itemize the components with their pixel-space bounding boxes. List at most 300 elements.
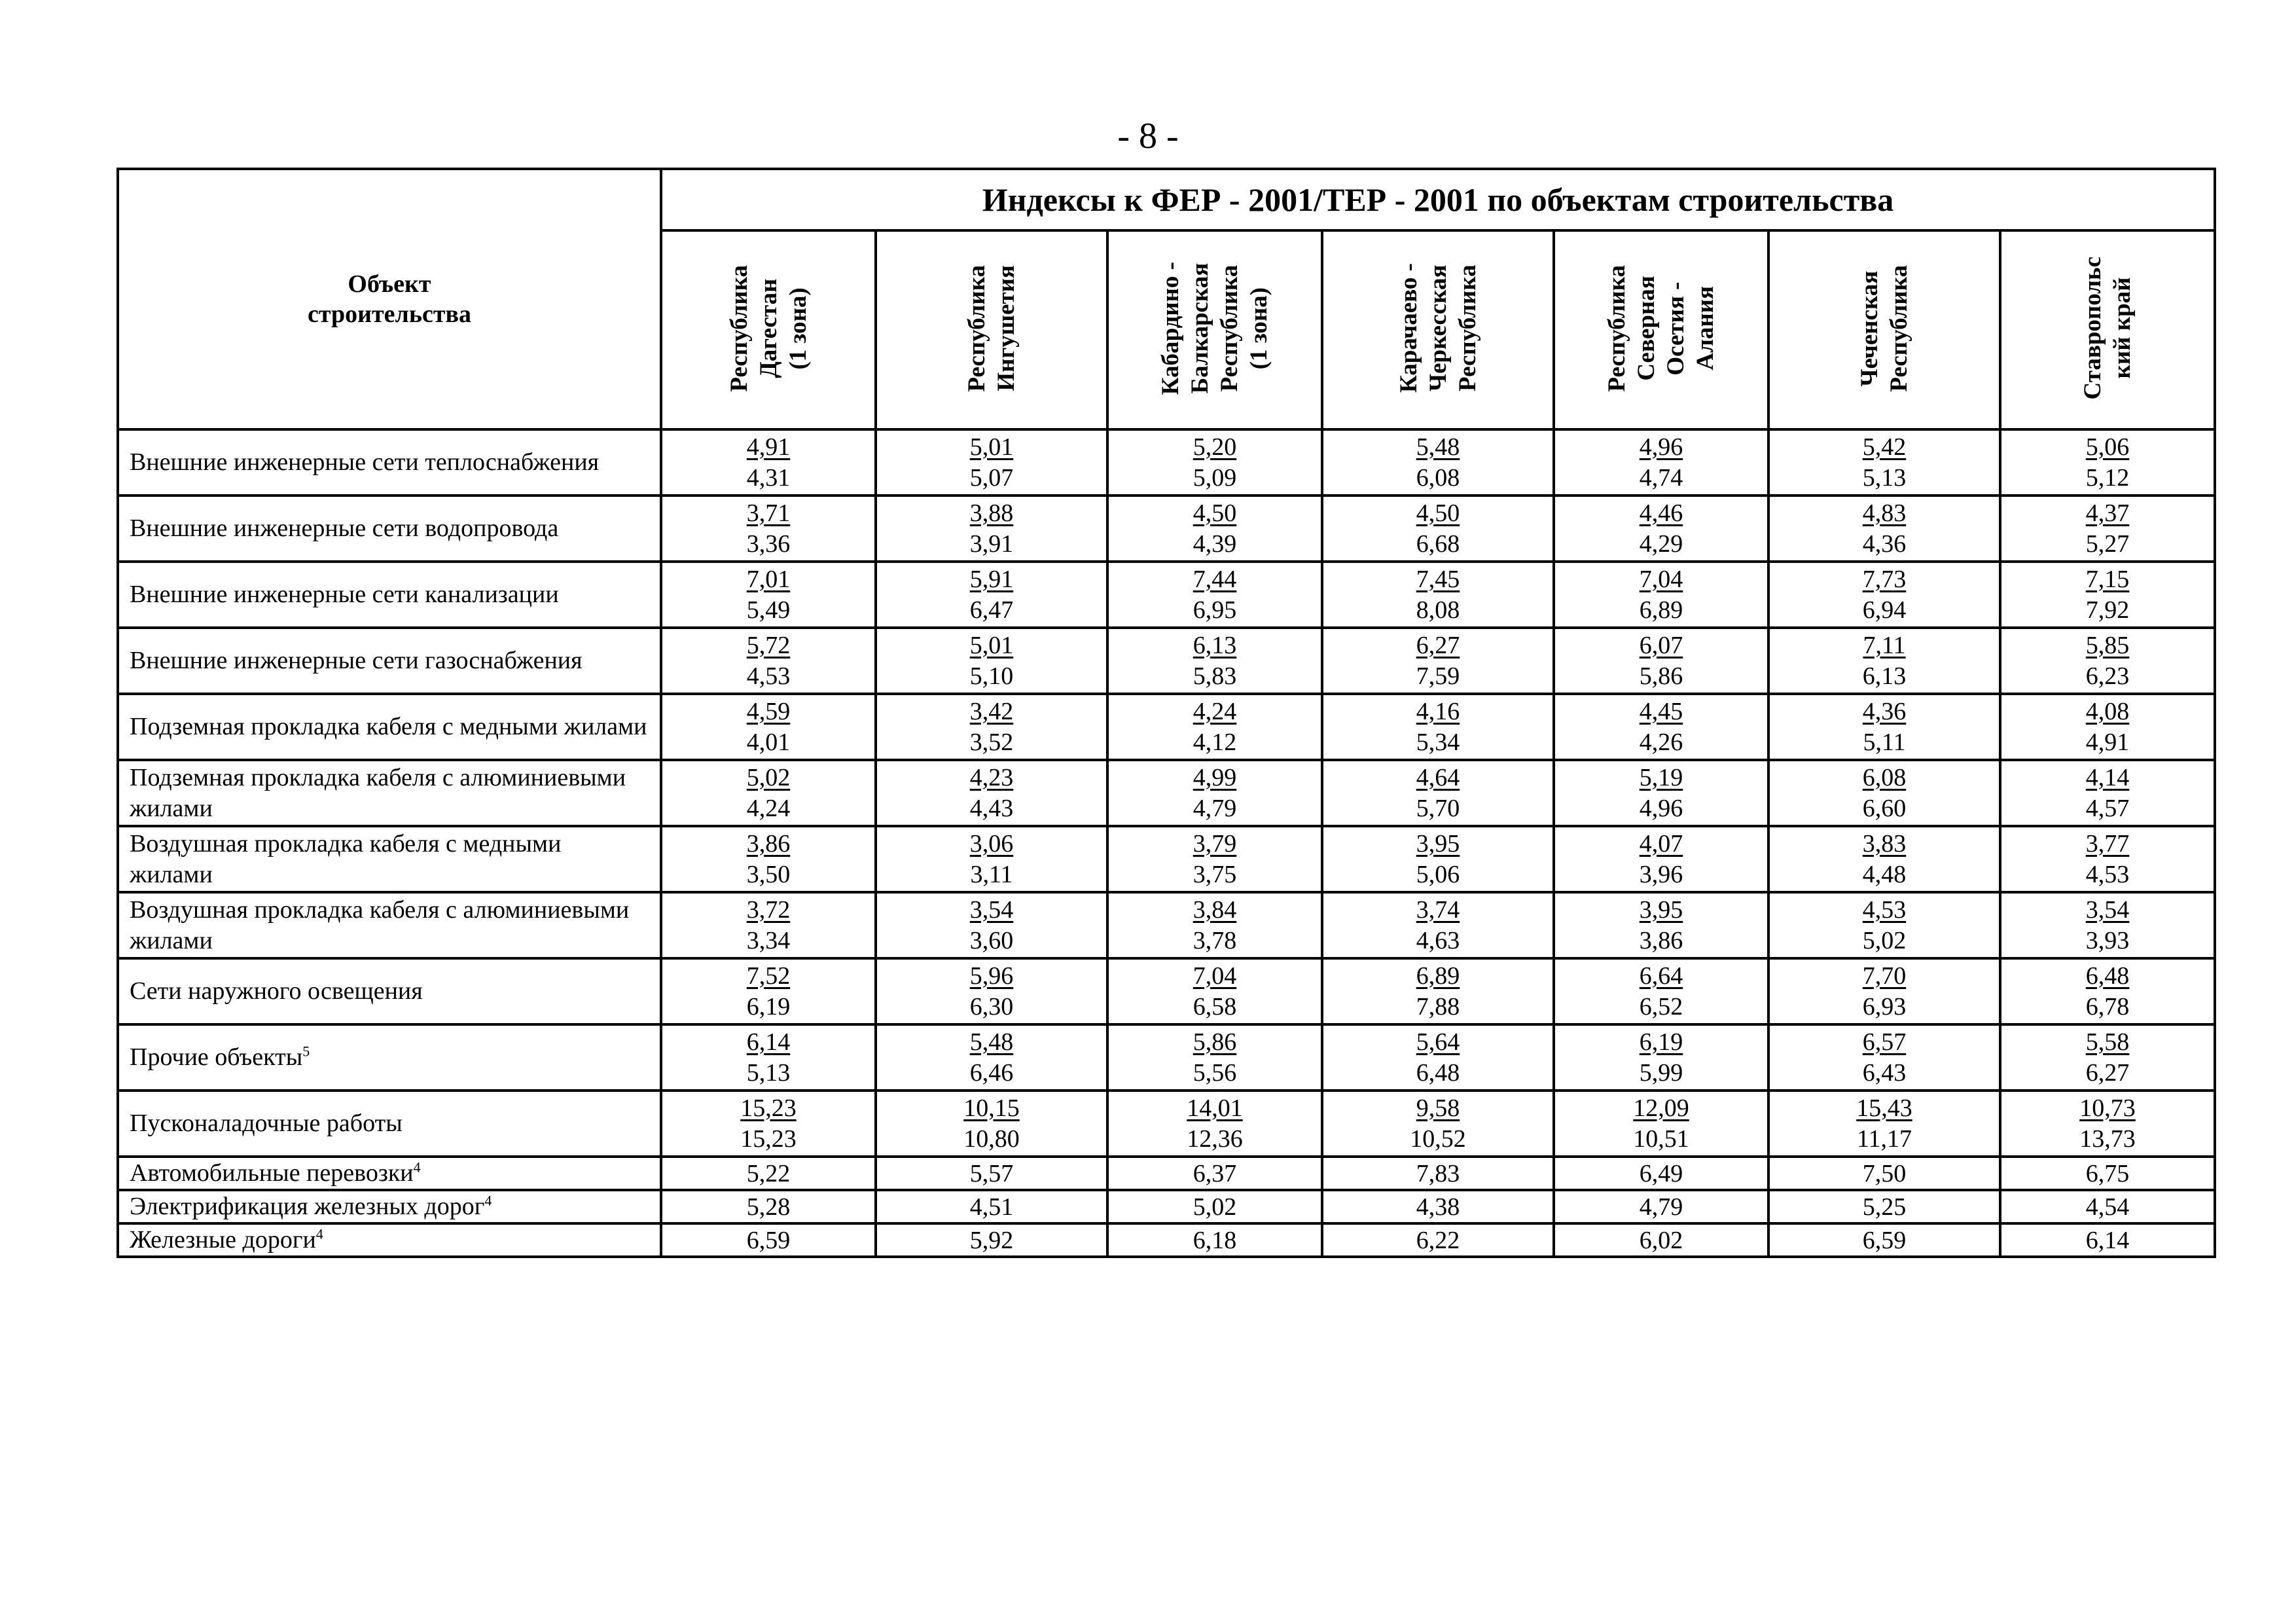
index-value-bottom: 3,93: [2085, 926, 2130, 954]
index-cell: [1322, 628, 1554, 694]
index-value-bottom: 6,47: [969, 596, 1014, 624]
index-value-bottom: 4,36: [1862, 530, 1907, 558]
index-value-top: 6,19: [1639, 1028, 1683, 1056]
index-value: 5,02: [1193, 1193, 1237, 1221]
index-cell: [1768, 1190, 2000, 1223]
index-cell: [876, 1091, 1107, 1157]
index-value-bottom: 4,63: [1416, 926, 1460, 954]
index-value-top: 5,01: [969, 433, 1014, 461]
region-label: Чеченская Республика: [1856, 264, 1912, 392]
index-value: 6,02: [1639, 1226, 1683, 1254]
index-value-top: 5,64: [1416, 1028, 1460, 1056]
index-cell: [1322, 958, 1554, 1024]
object-column-header: [118, 169, 661, 429]
index-value: 5,25: [1862, 1193, 1907, 1221]
index-cell: [1554, 1024, 1768, 1091]
index-cell: [1768, 429, 2000, 496]
index-cell: [1322, 496, 1554, 562]
index-cell: [2000, 562, 2215, 628]
index-value-bottom: 6,89: [1639, 596, 1683, 624]
index-cell: [1322, 1091, 1554, 1157]
index-cell: [2000, 1024, 2215, 1091]
index-value-top: 5,72: [746, 631, 791, 659]
index-value-bottom: 4,24: [746, 794, 791, 822]
table-row: [118, 496, 2215, 562]
index-cell: [1322, 892, 1554, 958]
table-title: Индексы к ФЕР - 2001/ТЕР - 2001 по объектам строительства: [661, 169, 2215, 230]
index-value-top: 4,24: [1193, 697, 1237, 725]
footnote-marker: 5: [302, 1043, 310, 1060]
index-cell: [661, 1190, 876, 1223]
index-cell: [2000, 1091, 2215, 1157]
index-cell: [1107, 958, 1322, 1024]
index-value-bottom: 4,57: [2085, 794, 2130, 822]
index-cell: [661, 826, 876, 892]
index-value-bottom: 4,01: [746, 728, 791, 756]
index-value: 6,49: [1639, 1159, 1683, 1187]
table-row: [118, 1157, 2215, 1190]
index-value-bottom: 5,11: [1863, 728, 1906, 756]
index-value-top: 7,45: [1416, 565, 1460, 593]
index-value-top: 3,95: [1416, 829, 1460, 857]
region-header-4: [1322, 230, 1554, 429]
index-value-bottom: 4,74: [1639, 463, 1683, 492]
region-label: Карачаево - Черкесская Республика: [1395, 263, 1481, 393]
index-value-top: 4,23: [969, 763, 1014, 791]
index-cell: [661, 958, 876, 1024]
object-name: Внешние инженерные сети водопровода: [130, 514, 559, 542]
index-value-bottom: 4,53: [2085, 860, 2130, 888]
index-value-top: 4,53: [1862, 895, 1907, 924]
index-value-top: 3,71: [746, 499, 791, 527]
index-value: 5,28: [746, 1193, 791, 1221]
object-name-cell: [118, 1190, 661, 1223]
region-label: Ставропольс кий край: [2079, 257, 2136, 400]
index-cell: [2000, 1157, 2215, 1190]
index-cell: [1554, 892, 1768, 958]
index-cell: [2000, 694, 2215, 760]
object-name: Внешние инженерные сети газоснабжения: [130, 647, 583, 674]
index-value-top: 4,91: [746, 433, 791, 461]
index-value-top: 15,43: [1856, 1094, 1912, 1122]
index-value-top: 4,14: [2085, 763, 2130, 791]
index-value-top: 3,95: [1639, 895, 1683, 924]
index-cell: [1554, 562, 1768, 628]
table-row: [118, 958, 2215, 1024]
index-value-top: 7,04: [1639, 565, 1683, 593]
index-value-bottom: 3,86: [1639, 926, 1683, 954]
index-value-bottom: 6,23: [2085, 662, 2130, 690]
index-value-bottom: 6,43: [1862, 1058, 1907, 1087]
index-value-top: 4,36: [1862, 697, 1907, 725]
page-number: - 8 -: [1117, 116, 1179, 156]
index-value-bottom: 5,06: [1416, 860, 1460, 888]
index-value-bottom: 5,99: [1639, 1058, 1683, 1087]
index-value-top: 5,48: [969, 1028, 1014, 1056]
index-value-top: 3,86: [746, 829, 791, 857]
index-value-bottom: 5,49: [746, 596, 791, 624]
object-name: Воздушная прокладка кабеля с медными жилами: [130, 829, 562, 888]
object-name: Пусконаладочные работы: [130, 1110, 403, 1137]
index-value: 6,75: [2085, 1159, 2130, 1187]
index-cell: [1554, 694, 1768, 760]
region-header-5: [1554, 230, 1768, 429]
index-value-bottom: 6,52: [1639, 992, 1683, 1020]
index-value-top: 5,91: [969, 565, 1014, 593]
index-value-top: 6,27: [1416, 631, 1460, 659]
index-value-top: 4,08: [2085, 697, 2130, 725]
index-cell: [1322, 1157, 1554, 1190]
object-name: Внешние инженерные сети теплоснабжения: [130, 448, 600, 476]
index-value-bottom: 5,12: [2085, 463, 2130, 492]
index-value-bottom: 6,30: [969, 992, 1014, 1020]
index-cell: [1322, 760, 1554, 826]
index-value-top: 15,23: [740, 1094, 797, 1122]
index-cell: [876, 694, 1107, 760]
index-cell: [876, 958, 1107, 1024]
index-cell: [876, 892, 1107, 958]
index-value-top: 12,09: [1633, 1094, 1689, 1122]
object-name-cell: [118, 1024, 661, 1091]
footnote-marker: 4: [315, 1225, 323, 1242]
header-title-row: [118, 169, 2215, 230]
index-cell: [661, 1223, 876, 1257]
index-value-top: 7,44: [1193, 565, 1237, 593]
footnote-marker: 4: [413, 1159, 421, 1176]
index-cell: [1554, 1157, 1768, 1190]
index-cell: [1768, 1223, 2000, 1257]
index-value-bottom: 4,26: [1639, 728, 1683, 756]
index-value-top: 4,50: [1193, 499, 1237, 527]
index-value-top: 7,04: [1193, 962, 1237, 990]
index-value-bottom: 3,50: [746, 860, 791, 888]
index-value-top: 3,54: [969, 895, 1014, 924]
index-value-bottom: 8,08: [1416, 596, 1460, 624]
index-cell: [876, 628, 1107, 694]
index-value-bottom: 6,46: [969, 1058, 1014, 1087]
object-name: Подземная прокладка кабеля с медными жилами: [130, 713, 647, 740]
object-name-cell: [118, 1091, 661, 1157]
index-value-top: 4,07: [1639, 829, 1683, 857]
index-value: 6,37: [1193, 1159, 1237, 1187]
index-cell: [2000, 1223, 2215, 1257]
index-value-bottom: 3,34: [746, 926, 791, 954]
index-value-top: 6,48: [2085, 962, 2130, 990]
index-value-top: 5,48: [1416, 433, 1460, 461]
index-value: 4,51: [969, 1193, 1014, 1221]
table-row: [118, 562, 2215, 628]
index-value-top: 4,99: [1193, 763, 1237, 791]
index-cell: [1107, 562, 1322, 628]
object-name: Воздушная прокладка кабеля с алюминиевыми жилами: [130, 895, 630, 954]
index-cell: [2000, 892, 2215, 958]
index-cell: [1107, 1190, 1322, 1223]
table-row: [118, 1190, 2215, 1223]
index-cell: [2000, 760, 2215, 826]
index-value-top: 4,83: [1862, 499, 1907, 527]
index-cell: [2000, 496, 2215, 562]
index-value: 5,57: [969, 1159, 1014, 1187]
index-value-top: 4,46: [1639, 499, 1683, 527]
region-header-7: [2000, 230, 2215, 429]
index-value-bottom: 3,36: [746, 530, 791, 558]
index-value: 6,59: [746, 1226, 791, 1254]
table-row: [118, 1091, 2215, 1157]
object-name: Железные дороги: [130, 1226, 316, 1254]
index-cell: [1554, 496, 1768, 562]
index-cell: [876, 760, 1107, 826]
index-value-bottom: 5,10: [969, 662, 1014, 690]
index-cell: [1322, 562, 1554, 628]
index-value-top: 6,07: [1639, 631, 1683, 659]
index-value-bottom: 3,11: [970, 860, 1013, 888]
index-cell: [1322, 1223, 1554, 1257]
index-value-bottom: 10,51: [1633, 1125, 1689, 1153]
object-name: Внешние инженерные сети канализации: [130, 581, 559, 608]
index-value-bottom: 4,53: [746, 662, 791, 690]
index-value: 6,59: [1862, 1226, 1907, 1254]
index-value-top: 14,01: [1187, 1094, 1243, 1122]
object-name-cell: [118, 760, 661, 826]
index-value-bottom: 7,92: [2085, 596, 2130, 624]
index-value-top: 5,85: [2085, 631, 2130, 659]
index-value-bottom: 12,36: [1187, 1125, 1243, 1153]
index-cell: [1554, 1091, 1768, 1157]
object-name: Прочие объекты: [130, 1043, 303, 1071]
index-cell: [1554, 429, 1768, 496]
index-value-top: 7,52: [746, 962, 791, 990]
index-cell: [2000, 958, 2215, 1024]
region-header-2: [876, 230, 1107, 429]
index-cell: [1107, 892, 1322, 958]
index-value-bottom: 10,52: [1410, 1125, 1466, 1153]
index-cell: [661, 562, 876, 628]
index-value-top: 7,73: [1862, 565, 1907, 593]
index-value-top: 3,77: [2085, 829, 2130, 857]
object-name-cell: [118, 826, 661, 892]
object-name: Электрификация железных дорог: [130, 1193, 485, 1220]
index-value-bottom: 7,88: [1416, 992, 1460, 1020]
index-value-bottom: 5,27: [2085, 530, 2130, 558]
object-name-cell: [118, 1157, 661, 1190]
index-value-top: 3,06: [969, 829, 1014, 857]
index-cell: [1107, 496, 1322, 562]
index-value-top: 3,88: [969, 499, 1014, 527]
object-name-cell: [118, 562, 661, 628]
index-cell: [1768, 496, 2000, 562]
index-value-bottom: 3,78: [1193, 926, 1237, 954]
index-value-top: 5,20: [1193, 433, 1237, 461]
index-value-bottom: 7,59: [1416, 662, 1460, 690]
index-value-bottom: 4,91: [2085, 728, 2130, 756]
index-value-bottom: 6,93: [1862, 992, 1907, 1020]
index-value-bottom: 10,80: [963, 1125, 1020, 1153]
index-value: 6,22: [1416, 1226, 1460, 1254]
index-value-top: 3,84: [1193, 895, 1237, 924]
object-name-cell: [118, 496, 661, 562]
index-cell: [2000, 429, 2215, 496]
index-value-top: 3,74: [1416, 895, 1460, 924]
index-value-bottom: 6,08: [1416, 463, 1460, 492]
index-cell: [1768, 958, 2000, 1024]
region-label: Кабардино - Балкарская Республика (1 зона): [1157, 261, 1272, 395]
index-cell: [1768, 1024, 2000, 1091]
index-value-top: 6,89: [1416, 962, 1460, 990]
index-value-top: 7,11: [1863, 631, 1906, 659]
index-value-top: 4,50: [1416, 499, 1460, 527]
index-value-top: 5,19: [1639, 763, 1683, 791]
table-row: [118, 1223, 2215, 1257]
index-value-top: 6,14: [746, 1028, 791, 1056]
index-value-bottom: 13,73: [2079, 1125, 2136, 1153]
index-value-bottom: 4,96: [1639, 794, 1683, 822]
object-name-cell: [118, 694, 661, 760]
index-value: 6,18: [1193, 1226, 1237, 1254]
index-value-top: 6,57: [1862, 1028, 1907, 1056]
index-cell: [1768, 694, 2000, 760]
index-value-bottom: 5,13: [746, 1058, 791, 1087]
index-value-top: 3,54: [2085, 895, 2130, 924]
index-value-bottom: 3,96: [1639, 860, 1683, 888]
index-cell: [1768, 1157, 2000, 1190]
index-cell: [661, 892, 876, 958]
index-value-bottom: 11,17: [1856, 1125, 1912, 1153]
index-value-bottom: 5,56: [1193, 1058, 1237, 1087]
index-value-top: 3,42: [969, 697, 1014, 725]
table-row: [118, 429, 2215, 496]
index-value-top: 5,06: [2085, 433, 2130, 461]
index-value-top: 4,64: [1416, 763, 1460, 791]
index-value-top: 4,96: [1639, 433, 1683, 461]
index-cell: [876, 1157, 1107, 1190]
index-cell: [1107, 1157, 1322, 1190]
index-value-top: 5,42: [1862, 433, 1907, 461]
index-cell: [876, 562, 1107, 628]
index-cell: [1768, 826, 2000, 892]
index-value-bottom: 3,60: [969, 926, 1014, 954]
region-label: Республика Ингушетия: [963, 264, 1020, 392]
index-cell: [1768, 562, 2000, 628]
index-cell: [1768, 628, 2000, 694]
index-cell: [2000, 628, 2215, 694]
index-value-bottom: 4,79: [1193, 794, 1237, 822]
index-value-bottom: 5,13: [1862, 463, 1907, 492]
region-label: Республика Дагестан (1 зона): [725, 264, 812, 392]
index-cell: [1322, 429, 1554, 496]
index-value-bottom: 3,75: [1193, 860, 1237, 888]
index-cell: [2000, 1190, 2215, 1223]
index-cell: [1107, 429, 1322, 496]
index-value-bottom: 6,27: [2085, 1058, 2130, 1087]
object-name: Автомобильные перевозки: [130, 1159, 414, 1187]
index-value: 5,22: [746, 1159, 791, 1187]
index-cell: [1322, 1024, 1554, 1091]
index-cell: [1322, 1190, 1554, 1223]
index-value-top: 3,72: [746, 895, 791, 924]
table-row: [118, 760, 2215, 826]
table-row: [118, 694, 2215, 760]
object-name-cell: [118, 429, 661, 496]
index-value-top: 3,79: [1193, 829, 1237, 857]
index-value-bottom: 5,86: [1639, 662, 1683, 690]
region-label: Республика Северная Осетия - Алания: [1604, 264, 1719, 392]
index-value-top: 4,59: [746, 697, 791, 725]
index-value-bottom: 6,68: [1416, 530, 1460, 558]
index-value-bottom: 3,52: [969, 728, 1014, 756]
object-name-cell: [118, 1223, 661, 1257]
index-cell: [1768, 1091, 2000, 1157]
index-value: 4,38: [1416, 1193, 1460, 1221]
index-value-top: 4,37: [2085, 499, 2130, 527]
index-cell: [1768, 760, 2000, 826]
index-value-top: 5,58: [2085, 1028, 2130, 1056]
index-value-top: 9,58: [1416, 1094, 1460, 1122]
index-cell: [1554, 1223, 1768, 1257]
region-header-3: [1107, 230, 1322, 429]
index-value-top: 5,96: [969, 962, 1014, 990]
table-row: [118, 628, 2215, 694]
index-value-bottom: 6,48: [1416, 1058, 1460, 1087]
index-cell: [1554, 958, 1768, 1024]
index-value-bottom: 4,39: [1193, 530, 1237, 558]
index-cell: [661, 1091, 876, 1157]
index-cell: [1554, 826, 1768, 892]
object-name: Сети наружного освещения: [130, 977, 423, 1005]
index-value-bottom: 6,95: [1193, 596, 1237, 624]
index-cell: [1554, 1190, 1768, 1223]
index-value: 6,14: [2085, 1226, 2130, 1254]
index-value-bottom: 6,58: [1193, 992, 1237, 1020]
index-value-top: 7,15: [2085, 565, 2130, 593]
index-value-bottom: 4,29: [1639, 530, 1683, 558]
index-value-top: 6,08: [1862, 763, 1907, 791]
index-cell: [661, 1024, 876, 1091]
index-cell: [661, 628, 876, 694]
table-row: [118, 826, 2215, 892]
table-row: [118, 892, 2215, 958]
index-value-bottom: 5,83: [1193, 662, 1237, 690]
index-cell: [876, 496, 1107, 562]
index-value-bottom: 4,43: [969, 794, 1014, 822]
footnote-marker: 4: [484, 1192, 492, 1209]
index-cell: [1554, 760, 1768, 826]
index-cell: [661, 496, 876, 562]
index-value-bottom: 5,07: [969, 463, 1014, 492]
index-cell: [1107, 1091, 1322, 1157]
index-value-bottom: 3,91: [969, 530, 1014, 558]
index-value-bottom: 4,48: [1862, 860, 1907, 888]
index-value-top: 3,83: [1862, 829, 1907, 857]
index-value-top: 7,01: [746, 565, 791, 593]
index-value: 5,92: [969, 1226, 1014, 1254]
index-cell: [876, 1190, 1107, 1223]
index-cell: [876, 429, 1107, 496]
index-table: [117, 168, 2216, 1258]
index-value: 4,54: [2085, 1193, 2130, 1221]
index-value-top: 4,45: [1639, 697, 1683, 725]
index-value-top: 6,13: [1193, 631, 1237, 659]
index-value-top: 7,70: [1862, 962, 1907, 990]
index-value-top: 5,02: [746, 763, 791, 791]
index-value-top: 10,73: [2079, 1094, 2136, 1122]
index-value-top: 5,01: [969, 631, 1014, 659]
index-cell: [1107, 1024, 1322, 1091]
index-value-top: 10,15: [963, 1094, 1020, 1122]
index-value-bottom: 6,78: [2085, 992, 2130, 1020]
object-name-cell: [118, 892, 661, 958]
index-value: 4,79: [1639, 1193, 1683, 1221]
index-value-bottom: 6,60: [1862, 794, 1907, 822]
